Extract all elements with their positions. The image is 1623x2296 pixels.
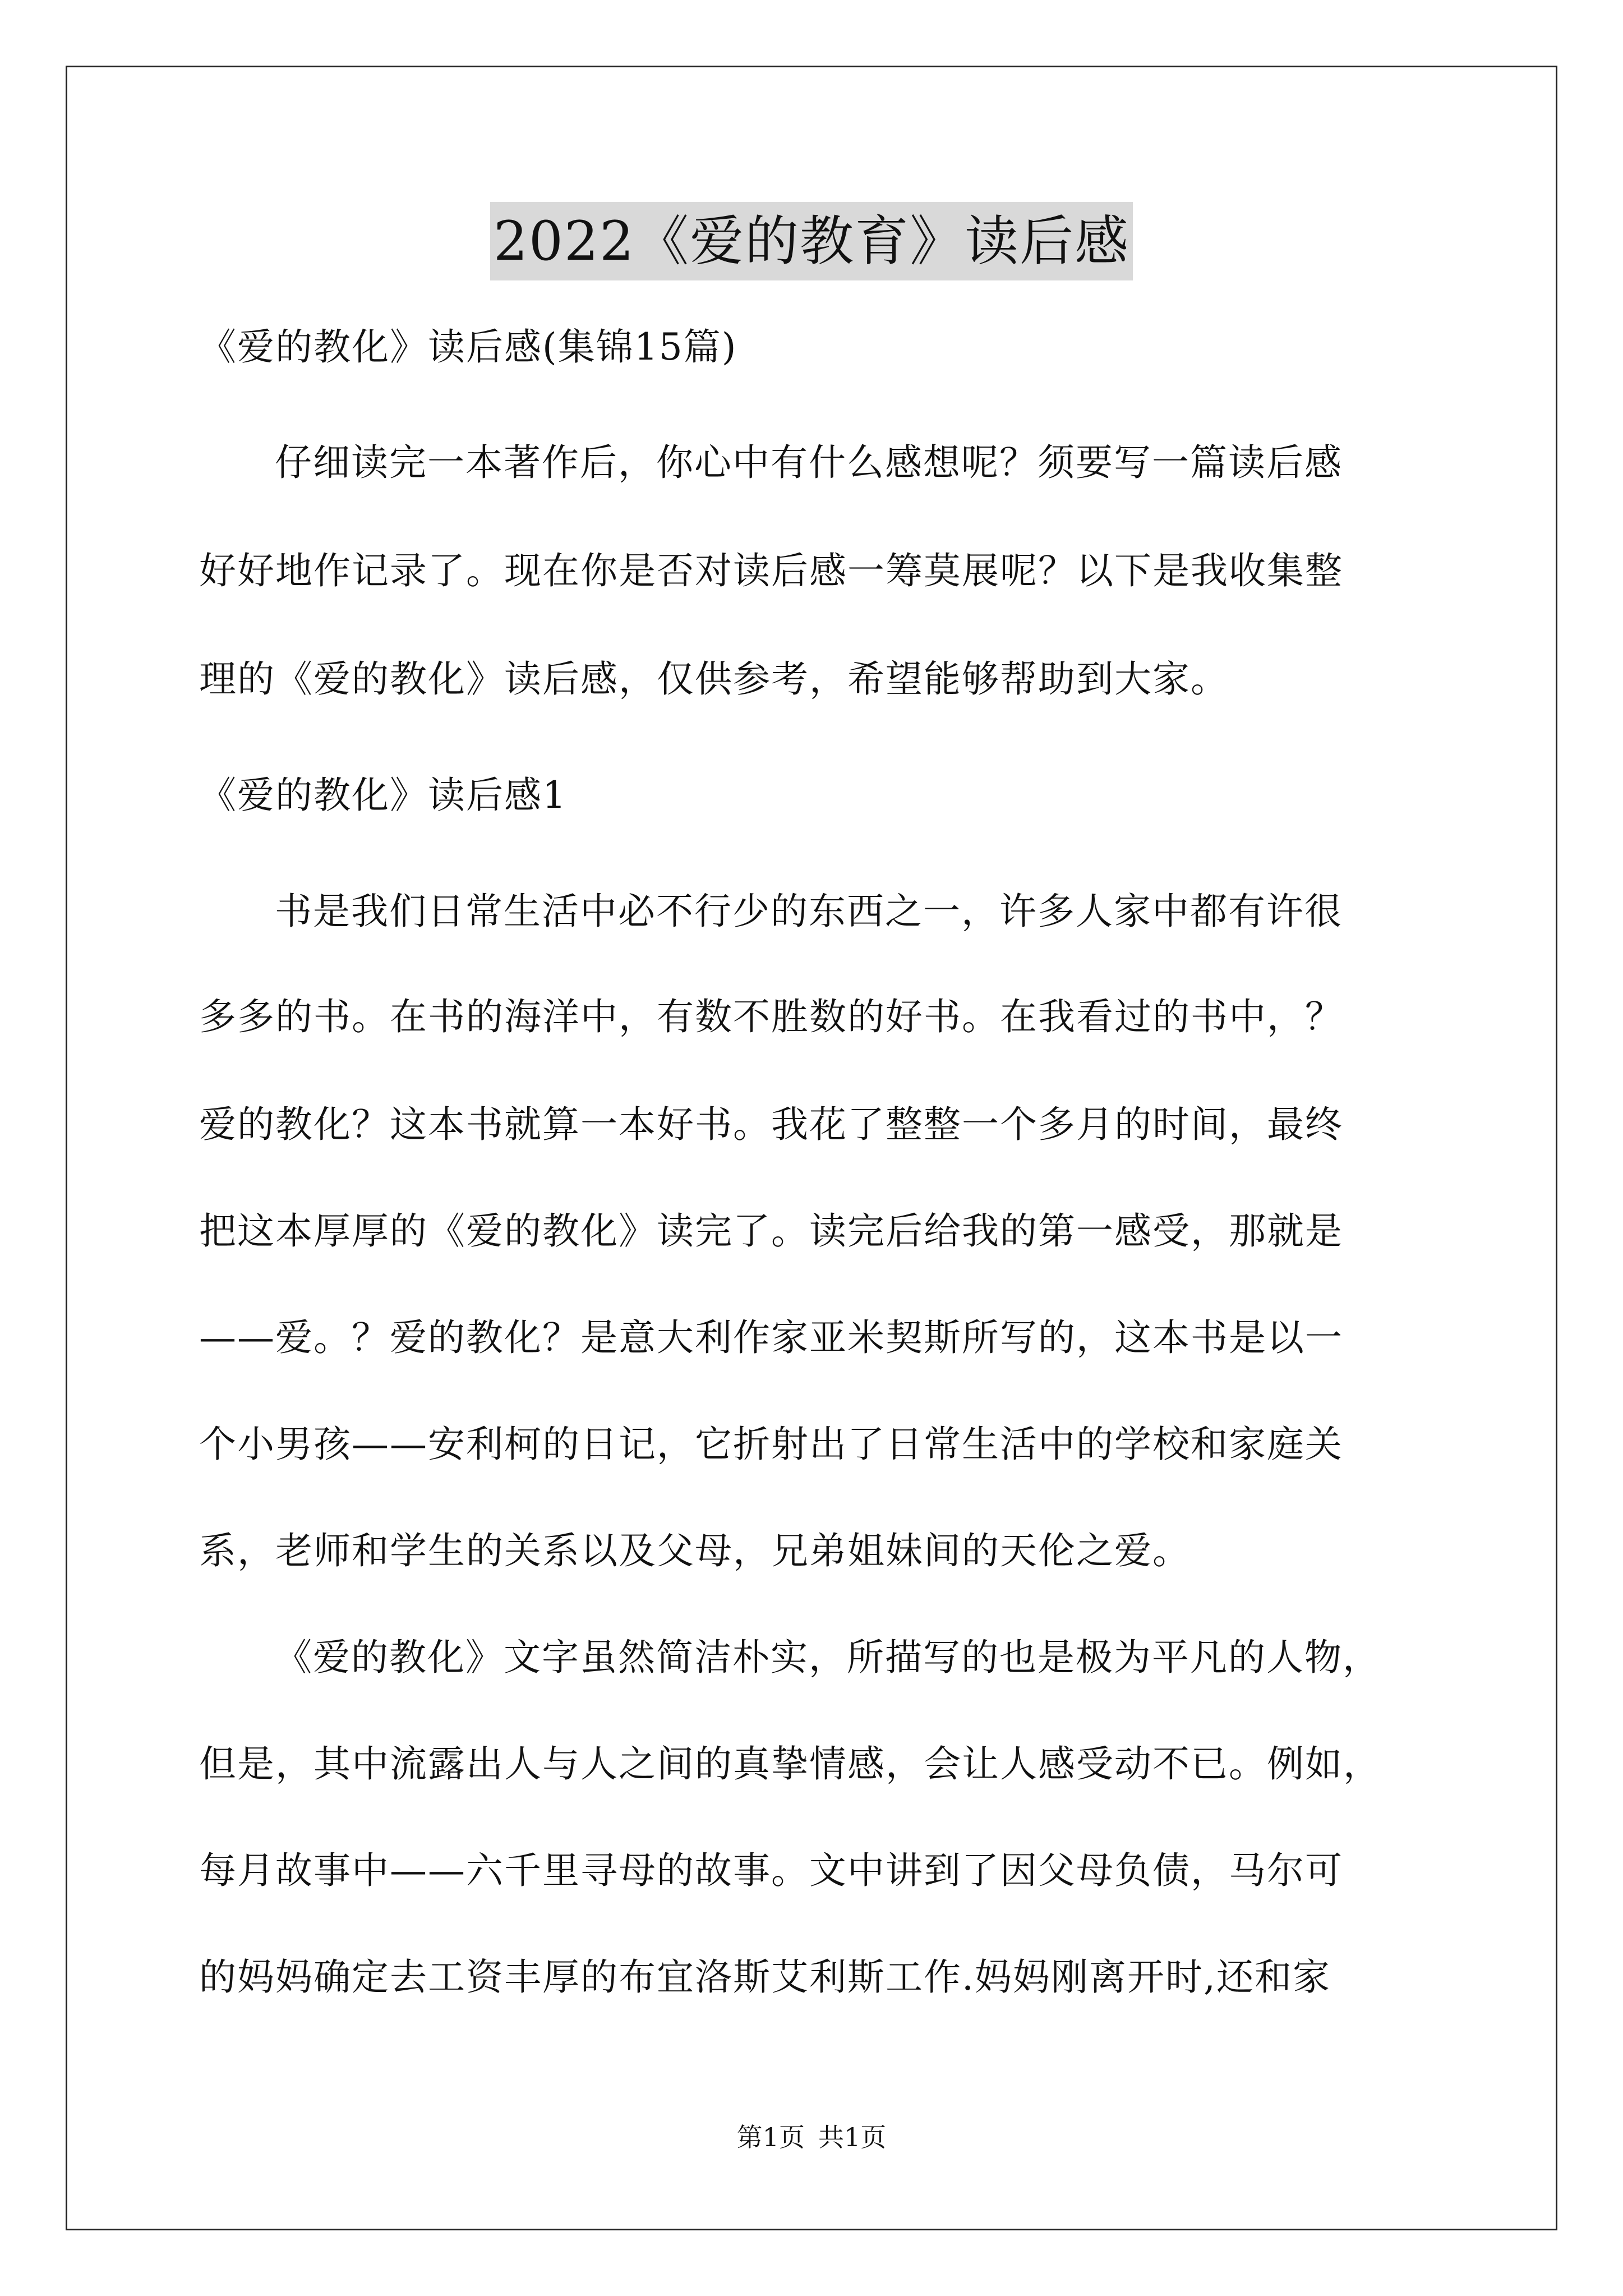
- paragraph-line: 理的《爱的教化》读后感，仅供参考，希望能够帮助到大家。: [199, 657, 1229, 701]
- page-footer: [0, 2120, 1623, 2154]
- paragraph-line: ——爱。？爱的教化？是意大利作家亚米契斯所写的，这本书是以一: [199, 1316, 1343, 1359]
- document-title: 2022《爱的教育》读后感: [490, 202, 1133, 280]
- paragraph-line: 但是，其中流露出人与人之间的真挚情感，会让人感受动不已。例如，: [199, 1742, 1381, 1786]
- paragraph-line: 《爱的教化》文字虽然简洁朴实，所描写的也是极为平凡的人物，: [275, 1636, 1381, 1679]
- paragraph-line: 系，老师和学生的关系以及父母，兄弟姐妹间的天伦之爱。: [199, 1529, 1191, 1572]
- title-wrapper: [0, 202, 1623, 280]
- paragraph-line: 个小男孩——安利柯的日记，它折射出了日常生活中的学校和家庭关: [199, 1423, 1343, 1466]
- paragraph-line: 把这本厚厚的《爱的教化》读完了。读完后给我的第一感受，那就是: [199, 1209, 1343, 1253]
- paragraph-line: 每月故事中——六千里寻母的故事。文中讲到了因父母负债，马尔可: [199, 1849, 1343, 1892]
- paragraph-line: 仔细读完一本著作后，你心中有什么感想呢？须要写一篇读后感: [275, 441, 1343, 484]
- paragraph-line: 多多的书。在书的海洋中，有数不胜数的好书。在我看过的书中，？: [199, 995, 1343, 1038]
- paragraph-line: 的妈妈确定去工资丰厚的布宜洛斯艾利斯工作.妈妈刚离开时,还和家: [199, 1955, 1331, 1999]
- paragraph-line: 好好地作记录了。现在你是否对读后感一筹莫展呢？以下是我收集整: [199, 549, 1343, 592]
- paragraph-line: 书是我们日常生活中必不行少的东西之一，许多人家中都有许很: [275, 890, 1343, 933]
- page-number: 第1页: [736, 2122, 805, 2152]
- page-total: 共1页: [818, 2122, 887, 2152]
- section-heading: 《爱的教化》读后感1: [199, 774, 567, 817]
- paragraph-line: 爱的教化？这本书就算一本好书。我花了整整一个多月的时间，最终: [199, 1103, 1343, 1146]
- subtitle-line: 《爱的教化》读后感(集锦15篇): [199, 325, 737, 369]
